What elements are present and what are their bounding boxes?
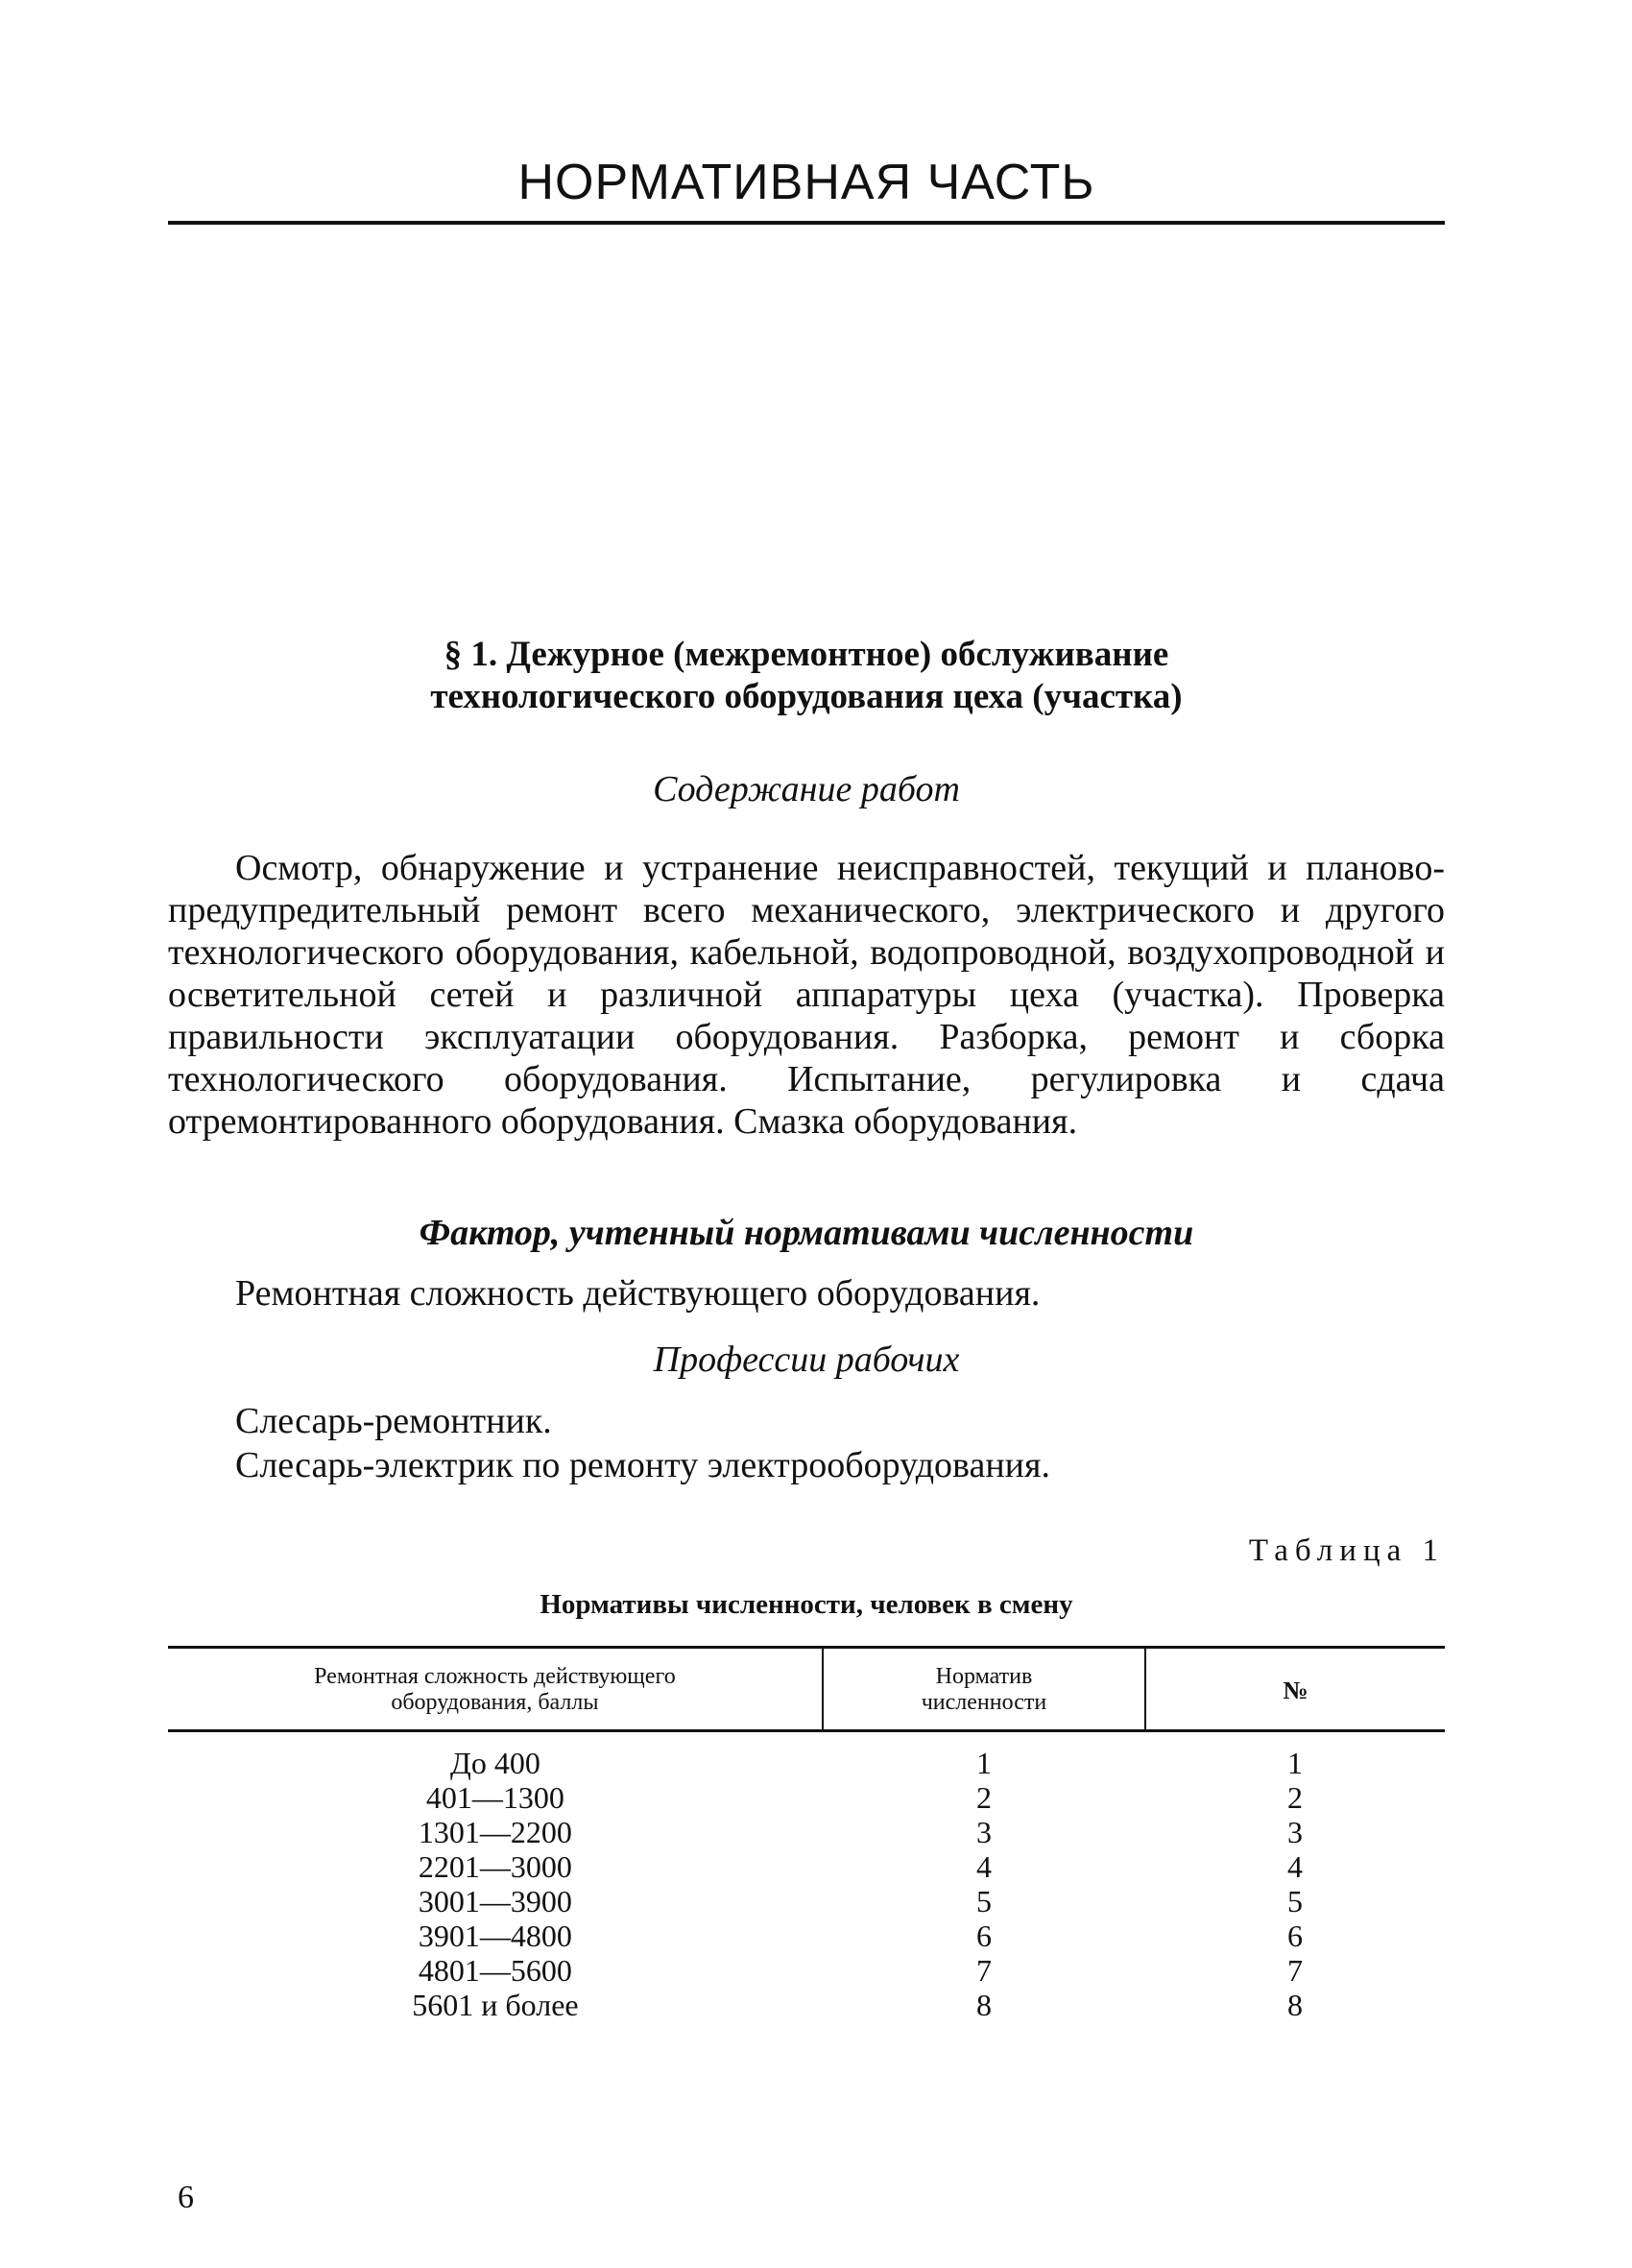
cell-number: 1 [1287,1746,1304,1780]
table-row [168,1918,1445,1953]
table-row [168,1780,1445,1815]
cell-number: 5 [1287,1884,1304,1918]
profession-item: Слесарь-электрик по ремонту электрооборудования. [235,1445,1050,1485]
cell-number: 6 [1287,1918,1304,1953]
cell-number: 3 [1287,1815,1304,1849]
cell-norm: 6 [975,1918,992,1953]
cell-norm: 5 [975,1884,992,1918]
cell-number: 7 [1287,1953,1304,1988]
table-row [168,1849,1445,1884]
section-title-line-2: технологического оборудования цеха (участка) [430,677,1183,716]
contents-paragraph: Осмотр, обнаружение и устранение неисправностей, текущий и планово-предупредительный ремонт всего механического, электрического и другого технологического оборудования, кабельной, водопроводной, воздухопроводной и осветительной сетей и различной аппаратуры цеха (участка). Проверка правильности эксплуатации оборудования. Разборка, ремонт и сборка технологического оборудования. Испытание, регулировка и сдача отремонтированного оборудования. Смазка оборудования. [168,848,1445,1142]
table-caption: Нормативы численности, человек в смену [540,1589,1073,1620]
table-row [168,1731,1445,1781]
header-norm [823,1648,1145,1731]
header-norm-line-2: численности [921,1690,1047,1715]
professions-heading: Профессии рабочих [653,1339,960,1380]
cell-range: 1301—2200 [418,1815,572,1849]
header-complexity-line-2: оборудования, баллы [391,1690,599,1715]
table-header-row [168,1648,1445,1731]
cell-range: 2201—3000 [418,1849,572,1884]
section-title [168,634,1445,718]
cell-number: 2 [1287,1780,1304,1815]
table-row [168,1953,1445,1988]
heading-rule [168,221,1445,225]
cell-norm: 2 [975,1780,992,1815]
page-heading: НОРМАТИВНАЯ ЧАСТЬ [517,155,1095,210]
header-norm-line-1: Норматив [935,1664,1033,1689]
cell-range: 3901—4800 [418,1918,572,1953]
cell-range: 5601 и более [412,1988,579,2022]
cell-range: 4801—5600 [418,1953,572,1988]
section-title-line-1: § 1. Дежурное (межремонтное) обслуживание [444,635,1169,674]
cell-range: 3001—3900 [418,1884,572,1918]
table-row [168,1815,1445,1849]
cell-range: До 400 [450,1746,540,1780]
cell-norm: 8 [975,1988,992,2022]
header-complexity-line-1: Ремонтная сложность действующего [314,1664,676,1689]
cell-norm: 7 [975,1953,992,1988]
table-row [168,1884,1445,1918]
page-number: 6 [178,2180,194,2215]
cell-range: 401—1300 [425,1780,564,1815]
table-label: Таблица 1 [1248,1533,1445,1568]
profession-item: Слесарь-ремонтник. [235,1401,552,1441]
cell-number: 8 [1287,1988,1304,2022]
norms-table [168,1646,1445,2022]
cell-number: 4 [1287,1849,1304,1884]
cell-norm: 3 [975,1815,992,1849]
cell-norm: 4 [975,1849,992,1884]
factor-text: Ремонтная сложность действующего оборудования. [235,1273,1041,1314]
factor-heading: Фактор, учтенный нормативами численности [419,1213,1194,1253]
header-number: № [1145,1648,1445,1731]
table-row [168,1988,1445,2022]
contents-heading: Содержание работ [653,769,960,809]
cell-norm: 1 [975,1746,992,1780]
header-complexity [168,1648,823,1731]
